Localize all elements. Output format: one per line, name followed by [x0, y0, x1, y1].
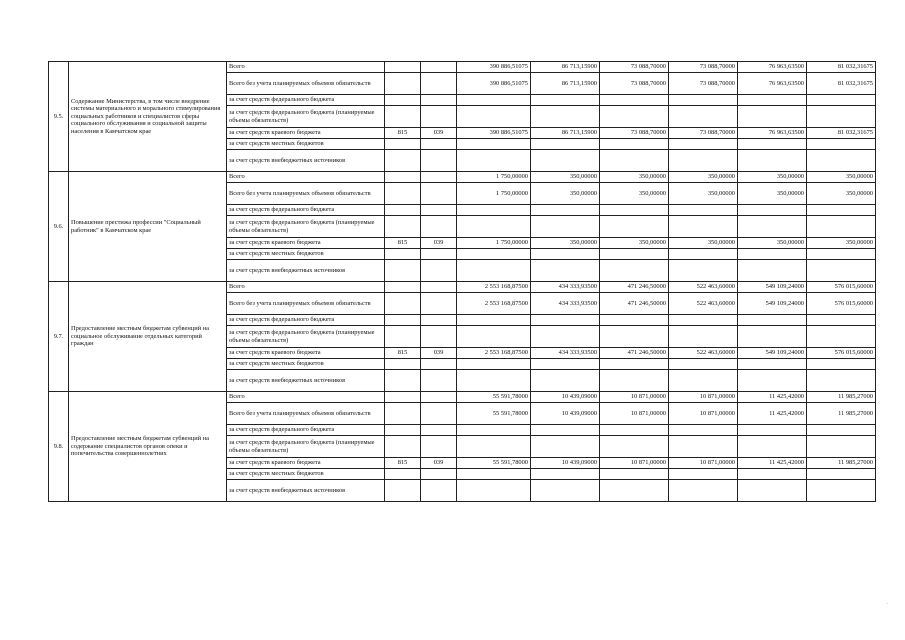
ministry-code: 815 — [385, 128, 421, 139]
year-amount-cell: 522 463,60000 — [669, 282, 738, 293]
year-amount-cell — [669, 359, 738, 370]
year-amount-cell: 471 246,50000 — [600, 348, 669, 359]
total-amount-cell — [457, 205, 531, 216]
document-sheet — [48, 61, 876, 502]
total-amount-cell — [457, 139, 531, 150]
year-amount-cell — [807, 370, 876, 392]
year-amount-cell — [600, 359, 669, 370]
funding-source-label: за счет средств внебюджетных источников — [227, 260, 385, 282]
total-amount-cell — [457, 469, 531, 480]
ministry-code — [385, 139, 421, 150]
total-amount-cell: 55 591,78000 — [457, 403, 531, 425]
year-amount-cell — [531, 359, 600, 370]
ministry-code — [385, 436, 421, 458]
section-title: Содержание Министерства, в том числе внедрение системы материального и морального стимулирования социальных работников и специалистов сферы социального обслуживания и социальной защиты населения в Камчатском крае — [69, 62, 227, 172]
year-amount-cell — [531, 139, 600, 150]
year-amount-cell — [807, 106, 876, 128]
funding-source-label: за счет средств федерального бюджета (планируемые объемы обязательств) — [227, 436, 385, 458]
program-code — [421, 403, 457, 425]
total-amount-cell — [457, 260, 531, 282]
year-amount-cell: 350,00000 — [738, 183, 807, 205]
year-amount-cell: 11 425,42000 — [738, 403, 807, 425]
ministry-code: 815 — [385, 458, 421, 469]
year-amount-cell — [531, 315, 600, 326]
year-amount-cell: 81 032,31675 — [807, 128, 876, 139]
year-amount-cell: 434 333,93500 — [531, 348, 600, 359]
table-row — [49, 282, 876, 293]
ministry-code — [385, 73, 421, 95]
year-amount-cell — [531, 150, 600, 172]
year-amount-cell — [669, 480, 738, 502]
year-amount-cell: 350,00000 — [669, 183, 738, 205]
funding-source-label: Всего без учета планируемых объемов обязательств — [227, 183, 385, 205]
year-amount-cell: 576 015,60000 — [807, 282, 876, 293]
ministry-code: 815 — [385, 238, 421, 249]
total-amount-cell: 390 886,51075 — [457, 73, 531, 95]
total-amount-cell — [457, 249, 531, 260]
program-code — [421, 150, 457, 172]
funding-source-label: за счет средств краевого бюджета — [227, 128, 385, 139]
program-code — [421, 315, 457, 326]
ministry-code — [385, 205, 421, 216]
funding-source-label: за счет средств внебюджетных источников — [227, 370, 385, 392]
section-index: 9.5. — [49, 62, 69, 172]
year-amount-cell — [669, 216, 738, 238]
section-title: Предоставление местным бюджетам субвенций на содержание специалистов органов опеки и попечительства совершеннолетних — [69, 392, 227, 502]
year-amount-cell — [738, 436, 807, 458]
funding-source-label: за счет средств внебюджетных источников — [227, 480, 385, 502]
program-code — [421, 436, 457, 458]
year-amount-cell: 350,00000 — [807, 172, 876, 183]
program-code — [421, 183, 457, 205]
ministry-code — [385, 150, 421, 172]
year-amount-cell — [600, 260, 669, 282]
year-amount-cell — [669, 326, 738, 348]
year-amount-cell — [807, 480, 876, 502]
year-amount-cell — [807, 326, 876, 348]
funding-source-label: за счет средств федерального бюджета — [227, 95, 385, 106]
year-amount-cell: 350,00000 — [807, 183, 876, 205]
funding-source-label: за счет средств федерального бюджета (планируемые объемы обязательств) — [227, 216, 385, 238]
ministry-code — [385, 359, 421, 370]
funding-source-label: за счет средств федерального бюджета (планируемые объемы обязательств) — [227, 326, 385, 348]
section-index: 9.7. — [49, 282, 69, 392]
table-row — [49, 172, 876, 183]
year-amount-cell — [600, 205, 669, 216]
year-amount-cell — [600, 425, 669, 436]
year-amount-cell — [600, 95, 669, 106]
year-amount-cell: 350,00000 — [669, 238, 738, 249]
year-amount-cell: 471 246,50000 — [600, 282, 669, 293]
year-amount-cell: 350,00000 — [669, 172, 738, 183]
year-amount-cell: 350,00000 — [600, 183, 669, 205]
year-amount-cell — [600, 370, 669, 392]
year-amount-cell: 11 985,27000 — [807, 392, 876, 403]
total-amount-cell: 55 591,78000 — [457, 392, 531, 403]
total-amount-cell: 55 591,78000 — [457, 458, 531, 469]
funding-source-label: Всего без учета планируемых объемов обязательств — [227, 73, 385, 95]
funding-source-label: за счет средств федерального бюджета — [227, 425, 385, 436]
year-amount-cell — [807, 359, 876, 370]
year-amount-cell — [807, 139, 876, 150]
year-amount-cell: 522 463,60000 — [669, 348, 738, 359]
year-amount-cell — [807, 249, 876, 260]
year-amount-cell — [738, 106, 807, 128]
year-amount-cell — [669, 150, 738, 172]
ministry-code — [385, 183, 421, 205]
year-amount-cell — [738, 95, 807, 106]
program-code — [421, 62, 457, 73]
year-amount-cell: 86 713,15900 — [531, 73, 600, 95]
ministry-code — [385, 249, 421, 260]
year-amount-cell — [531, 425, 600, 436]
ministry-code — [385, 469, 421, 480]
program-code — [421, 425, 457, 436]
year-amount-cell — [807, 95, 876, 106]
year-amount-cell: 11 425,42000 — [738, 458, 807, 469]
year-amount-cell: 86 713,15900 — [531, 128, 600, 139]
section-title: Повышение престижа профессии "Социальный работник" в Камчатском крае — [69, 172, 227, 282]
total-amount-cell — [457, 106, 531, 128]
ministry-code — [385, 315, 421, 326]
corner-mark: . — [887, 601, 889, 606]
program-code — [421, 205, 457, 216]
total-amount-cell — [457, 315, 531, 326]
year-amount-cell — [600, 480, 669, 502]
year-amount-cell — [669, 106, 738, 128]
year-amount-cell: 522 463,60000 — [669, 293, 738, 315]
year-amount-cell: 350,00000 — [531, 238, 600, 249]
year-amount-cell: 549 109,24000 — [738, 348, 807, 359]
year-amount-cell — [738, 139, 807, 150]
year-amount-cell — [738, 370, 807, 392]
year-amount-cell — [531, 249, 600, 260]
year-amount-cell — [669, 249, 738, 260]
year-amount-cell: 73 088,70000 — [669, 73, 738, 95]
year-amount-cell — [531, 436, 600, 458]
funding-source-label: Всего без учета планируемых объемов обязательств — [227, 403, 385, 425]
year-amount-cell — [807, 436, 876, 458]
year-amount-cell — [807, 260, 876, 282]
year-amount-cell: 350,00000 — [600, 238, 669, 249]
year-amount-cell — [738, 150, 807, 172]
year-amount-cell: 350,00000 — [600, 172, 669, 183]
year-amount-cell: 471 246,50000 — [600, 293, 669, 315]
program-code — [421, 359, 457, 370]
ministry-code — [385, 95, 421, 106]
ministry-code — [385, 326, 421, 348]
year-amount-cell — [669, 95, 738, 106]
year-amount-cell — [738, 205, 807, 216]
section-index: 9.8. — [49, 392, 69, 502]
year-amount-cell: 10 871,00000 — [600, 403, 669, 425]
ministry-code — [385, 392, 421, 403]
year-amount-cell: 86 713,15900 — [531, 62, 600, 73]
year-amount-cell — [531, 480, 600, 502]
total-amount-cell: 2 553 168,87500 — [457, 293, 531, 315]
total-amount-cell: 2 553 168,87500 — [457, 348, 531, 359]
ministry-code — [385, 62, 421, 73]
funding-source-label: за счет средств местных бюджетов — [227, 139, 385, 150]
program-code: 039 — [421, 348, 457, 359]
year-amount-cell — [531, 326, 600, 348]
year-amount-cell — [600, 326, 669, 348]
budget-table — [48, 61, 876, 502]
year-amount-cell — [738, 260, 807, 282]
total-amount-cell: 390 886,51075 — [457, 128, 531, 139]
year-amount-cell: 76 963,63500 — [738, 128, 807, 139]
ministry-code — [385, 260, 421, 282]
year-amount-cell: 11 985,27000 — [807, 458, 876, 469]
total-amount-cell — [457, 95, 531, 106]
total-amount-cell — [457, 326, 531, 348]
year-amount-cell — [669, 315, 738, 326]
funding-source-label: за счет средств федерального бюджета (планируемые объемы обязательств) — [227, 106, 385, 128]
year-amount-cell — [807, 469, 876, 480]
year-amount-cell — [738, 249, 807, 260]
total-amount-cell: 1 750,00000 — [457, 238, 531, 249]
total-amount-cell: 2 553 168,87500 — [457, 282, 531, 293]
funding-source-label: за счет средств краевого бюджета — [227, 458, 385, 469]
year-amount-cell: 81 032,31675 — [807, 73, 876, 95]
total-amount-cell — [457, 436, 531, 458]
year-amount-cell — [531, 106, 600, 128]
total-amount-cell: 390 886,51075 — [457, 62, 531, 73]
year-amount-cell: 10 439,09000 — [531, 392, 600, 403]
program-code — [421, 469, 457, 480]
year-amount-cell — [669, 436, 738, 458]
funding-source-label: за счет средств федерального бюджета — [227, 205, 385, 216]
year-amount-cell: 434 333,93500 — [531, 282, 600, 293]
funding-source-label: Всего — [227, 282, 385, 293]
year-amount-cell — [807, 205, 876, 216]
year-amount-cell: 434 333,93500 — [531, 293, 600, 315]
program-code — [421, 172, 457, 183]
year-amount-cell — [531, 205, 600, 216]
year-amount-cell — [531, 260, 600, 282]
year-amount-cell: 73 088,70000 — [600, 128, 669, 139]
program-code — [421, 249, 457, 260]
ministry-code — [385, 216, 421, 238]
year-amount-cell: 10 871,00000 — [600, 458, 669, 469]
year-amount-cell — [738, 216, 807, 238]
year-amount-cell — [738, 359, 807, 370]
section-index: 9.6. — [49, 172, 69, 282]
year-amount-cell — [738, 315, 807, 326]
funding-source-label: за счет средств внебюджетных источников — [227, 150, 385, 172]
year-amount-cell — [600, 436, 669, 458]
ministry-code: 815 — [385, 348, 421, 359]
table-row — [49, 392, 876, 403]
ministry-code — [385, 370, 421, 392]
funding-source-label: за счет средств местных бюджетов — [227, 359, 385, 370]
year-amount-cell: 10 871,00000 — [669, 403, 738, 425]
year-amount-cell: 10 871,00000 — [669, 392, 738, 403]
program-code — [421, 73, 457, 95]
program-code: 039 — [421, 128, 457, 139]
year-amount-cell — [738, 469, 807, 480]
year-amount-cell: 10 439,09000 — [531, 403, 600, 425]
year-amount-cell — [669, 205, 738, 216]
table-row — [49, 62, 876, 73]
year-amount-cell — [738, 326, 807, 348]
year-amount-cell: 576 015,60000 — [807, 348, 876, 359]
total-amount-cell: 1 750,00000 — [457, 172, 531, 183]
total-amount-cell — [457, 216, 531, 238]
funding-source-label: за счет средств краевого бюджета — [227, 348, 385, 359]
funding-source-label: Всего — [227, 392, 385, 403]
year-amount-cell: 549 109,24000 — [738, 282, 807, 293]
year-amount-cell: 549 109,24000 — [738, 293, 807, 315]
program-code — [421, 392, 457, 403]
year-amount-cell — [600, 150, 669, 172]
program-code — [421, 282, 457, 293]
program-code: 039 — [421, 458, 457, 469]
year-amount-cell: 73 088,70000 — [669, 62, 738, 73]
program-code — [421, 106, 457, 128]
year-amount-cell — [531, 370, 600, 392]
section-title: Предоставление местным бюджетам субвенций на социальное обслуживание отдельных категорий граждан — [69, 282, 227, 392]
year-amount-cell — [600, 139, 669, 150]
year-amount-cell — [669, 425, 738, 436]
year-amount-cell — [807, 315, 876, 326]
year-amount-cell — [531, 469, 600, 480]
program-code — [421, 139, 457, 150]
total-amount-cell — [457, 359, 531, 370]
ministry-code — [385, 282, 421, 293]
year-amount-cell — [600, 315, 669, 326]
year-amount-cell: 11 985,27000 — [807, 403, 876, 425]
year-amount-cell — [600, 469, 669, 480]
year-amount-cell — [600, 216, 669, 238]
program-code — [421, 260, 457, 282]
year-amount-cell — [807, 150, 876, 172]
year-amount-cell — [669, 370, 738, 392]
program-code: 039 — [421, 238, 457, 249]
year-amount-cell: 10 439,09000 — [531, 458, 600, 469]
year-amount-cell — [669, 469, 738, 480]
funding-source-label: за счет средств федерального бюджета — [227, 315, 385, 326]
year-amount-cell — [807, 425, 876, 436]
funding-source-label: за счет средств местных бюджетов — [227, 249, 385, 260]
year-amount-cell: 76 963,63500 — [738, 73, 807, 95]
year-amount-cell: 73 088,70000 — [600, 62, 669, 73]
total-amount-cell — [457, 370, 531, 392]
year-amount-cell: 350,00000 — [738, 172, 807, 183]
program-code — [421, 326, 457, 348]
total-amount-cell: 1 750,00000 — [457, 183, 531, 205]
program-code — [421, 216, 457, 238]
ministry-code — [385, 106, 421, 128]
ministry-code — [385, 172, 421, 183]
funding-source-label: за счет средств краевого бюджета — [227, 238, 385, 249]
ministry-code — [385, 480, 421, 502]
total-amount-cell — [457, 425, 531, 436]
year-amount-cell: 73 088,70000 — [600, 73, 669, 95]
year-amount-cell: 11 425,42000 — [738, 392, 807, 403]
year-amount-cell: 350,00000 — [531, 183, 600, 205]
year-amount-cell: 350,00000 — [807, 238, 876, 249]
funding-source-label: Всего — [227, 62, 385, 73]
year-amount-cell — [807, 216, 876, 238]
program-code — [421, 293, 457, 315]
year-amount-cell: 350,00000 — [531, 172, 600, 183]
program-code — [421, 480, 457, 502]
year-amount-cell — [669, 260, 738, 282]
funding-source-label: за счет средств местных бюджетов — [227, 469, 385, 480]
total-amount-cell — [457, 480, 531, 502]
year-amount-cell: 73 088,70000 — [669, 128, 738, 139]
ministry-code — [385, 293, 421, 315]
year-amount-cell — [531, 95, 600, 106]
year-amount-cell: 76 963,63500 — [738, 62, 807, 73]
year-amount-cell — [600, 106, 669, 128]
year-amount-cell — [600, 249, 669, 260]
year-amount-cell — [738, 480, 807, 502]
year-amount-cell: 81 032,31675 — [807, 62, 876, 73]
year-amount-cell — [738, 425, 807, 436]
year-amount-cell: 10 871,00000 — [669, 458, 738, 469]
year-amount-cell — [669, 139, 738, 150]
funding-source-label: Всего — [227, 172, 385, 183]
total-amount-cell — [457, 150, 531, 172]
year-amount-cell: 10 871,00000 — [600, 392, 669, 403]
ministry-code — [385, 403, 421, 425]
ministry-code — [385, 425, 421, 436]
year-amount-cell — [531, 216, 600, 238]
year-amount-cell: 350,00000 — [738, 238, 807, 249]
program-code — [421, 95, 457, 106]
program-code — [421, 370, 457, 392]
year-amount-cell: 576 015,60000 — [807, 293, 876, 315]
funding-source-label: Всего без учета планируемых объемов обязательств — [227, 293, 385, 315]
